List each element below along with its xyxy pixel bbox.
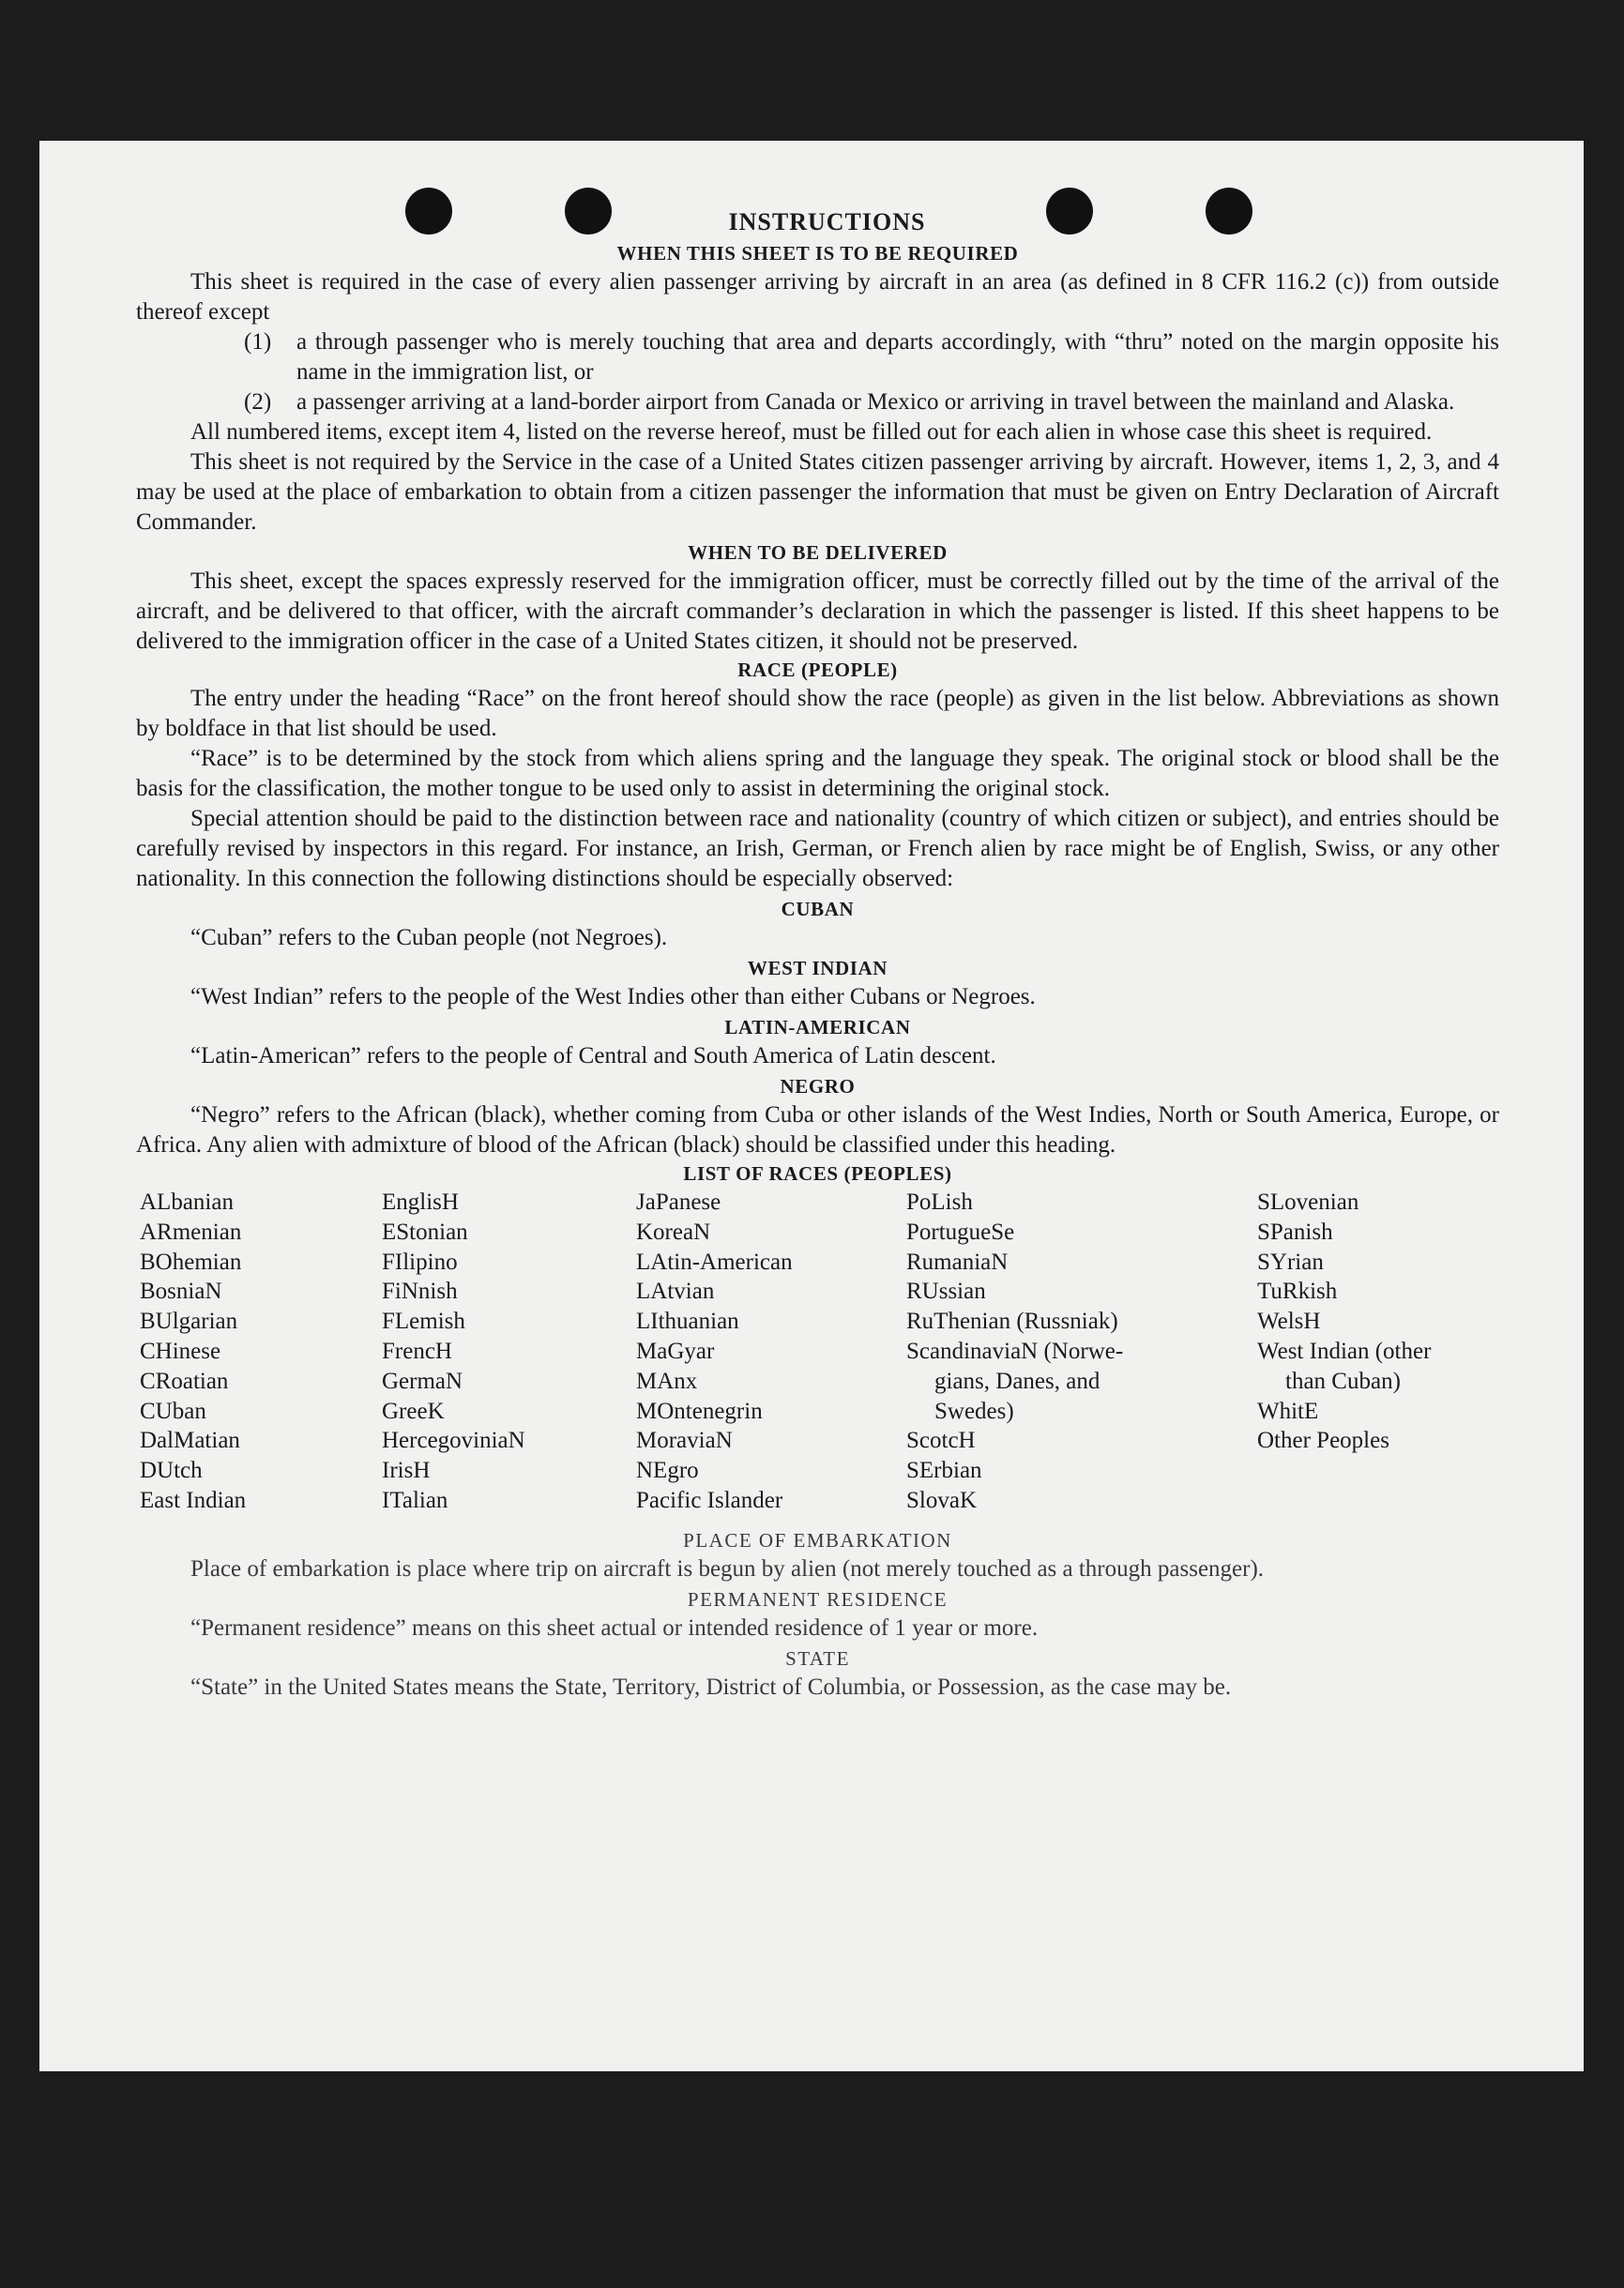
- punch-hole: [1206, 188, 1252, 235]
- race-entry: SPanish: [1257, 1219, 1333, 1245]
- race-paragraph-3: Special attention should be paid to the distinction between race and nationality (country of which citizen or subject), and entries should be carefully revised by inspectors in this regard. For instance, an Irish, German, or French alien by race might be of English, Swiss, or any other nationality. In this connection the following distinctions should be especially observed:: [136, 806, 1499, 891]
- cuban-text: “Cuban” refers to the Cuban people (not Negroes).: [190, 925, 668, 950]
- exception-item: [136, 327, 1499, 387]
- race-entry: RumaniaN: [906, 1249, 1009, 1275]
- race-entry: IrisH: [382, 1458, 431, 1484]
- race-entry: Other Peoples: [1257, 1428, 1389, 1454]
- heading-latin-american: LATIN-AMERICAN: [724, 1016, 911, 1038]
- heading-when-delivered: WHEN TO BE DELIVERED: [688, 541, 948, 564]
- heading-when-required: WHEN THIS SHEET IS TO BE REQUIRED: [616, 242, 1019, 265]
- final-sections: [136, 1529, 1499, 1703]
- race-paragraph-1: The entry under the heading “Race” on the front hereof should show the race (people) as given in the list below. Abbreviations as shown by boldface in that list should be used.: [136, 686, 1499, 741]
- race-entry: LIthuanian: [636, 1309, 739, 1335]
- state-text: “State” in the United States means the State, Territory, District of Columbia, or Possession, as the case may be.: [190, 1674, 1232, 1700]
- race-entry: GermaN: [382, 1368, 463, 1394]
- race-entry: ScotcH: [906, 1428, 976, 1454]
- when-required-intro: This sheet is required in the case of every alien passenger arriving by aircraft in an area (as defined in 8 CFR 116.2 (c)) from outside thereof except: [136, 269, 1499, 325]
- race-entry: SErbian: [906, 1458, 982, 1484]
- when-delivered-text: This sheet, except the spaces expressly reserved for the immigration officer, must be correctly filled out by the time of the arrival of the aircraft, and be delivered to that officer, with the aircraft commander’s declaration in which the passenger is listed. If this sheet happens to be delivered to the immigration officer in the case of a United States citizen, it should not be preserved.: [136, 568, 1499, 654]
- race-entry: EnglisH: [382, 1189, 459, 1215]
- race-entry: PoLish: [906, 1189, 973, 1215]
- exception-number: (2): [244, 389, 272, 415]
- race-entry: LAtvian: [636, 1279, 715, 1305]
- race-entry: MaGyar: [636, 1338, 715, 1364]
- races-list: [140, 1188, 1499, 1516]
- race-entry: ALbanian: [140, 1189, 234, 1215]
- race-paragraph-2: “Race” is to be determined by the stock from which aliens spring and the language they speak. The original stock or blood shall be the basis for the classification, the mother tongue to be used only to assist in determining the original stock.: [136, 746, 1499, 801]
- race-entry: MoraviaN: [636, 1428, 733, 1454]
- heading-permanent-residence: PERMANENT RESIDENCE: [687, 1587, 949, 1611]
- race-entry: Swedes): [934, 1398, 1014, 1424]
- negro-text: “Negro” refers to the African (black), whether coming from Cuba or other islands of the West Indies, North or South America, Europe, or Africa. Any alien with admixture of blood of the African (black) should be classified under this heading.: [136, 1102, 1499, 1158]
- heading-negro: NEGRO: [780, 1075, 856, 1098]
- race-entry: CUban: [140, 1398, 206, 1424]
- latin-american-text: “Latin-American” refers to the people of Central and South America of Latin descent.: [190, 1043, 996, 1068]
- race-entry: WelsH: [1257, 1309, 1321, 1335]
- race-entry: West Indian (other: [1257, 1338, 1432, 1364]
- race-entry: CHinese: [140, 1338, 221, 1364]
- race-entry: CRoatian: [140, 1368, 229, 1394]
- punch-hole: [1046, 188, 1093, 235]
- race-entry: [1257, 1486, 1520, 1516]
- exception-text: a passenger arriving at a land-border airport from Canada or Mexico or arriving in travel between the mainland and Alaska.: [296, 389, 1455, 415]
- race-entry: RuThenian (Russniak): [906, 1309, 1118, 1335]
- race-entry: ScandinaviaN (Norwe-: [906, 1338, 1124, 1364]
- race-entry: HercegoviniaN: [382, 1428, 525, 1454]
- page-title: INSTRUCTIONS: [728, 208, 926, 235]
- race-entry: FIlipino: [382, 1249, 458, 1275]
- race-entry: TuRkish: [1257, 1279, 1338, 1305]
- race-entry: FLemish: [382, 1309, 465, 1335]
- race-entry: Pacific Islander: [636, 1487, 783, 1513]
- race-entry: RUssian: [906, 1279, 986, 1305]
- punch-hole: [405, 188, 452, 235]
- race-entry: LAtin-American: [636, 1249, 793, 1275]
- race-entry: NEgro: [636, 1458, 699, 1484]
- race-entry: SlovaK: [906, 1487, 977, 1513]
- west-indian-text: “West Indian” refers to the people of the West Indies other than either Cubans or Negroes.: [190, 984, 1036, 1009]
- heading-state: STATE: [785, 1646, 850, 1670]
- race-entry: DUtch: [140, 1458, 203, 1484]
- race-entry: than Cuban): [1285, 1368, 1401, 1394]
- race-entry: East Indian: [140, 1487, 247, 1513]
- race-entry: DalMatian: [140, 1428, 240, 1454]
- citizen-paragraph: This sheet is not required by the Service in the case of a United States citizen passenger arriving by aircraft. However, items 1, 2, 3, and 4 may be used at the place of embarkation to obtain from a citizen passenger the information that must be given on Entry Declaration of Aircraft Commander.: [136, 449, 1499, 535]
- race-entry: ITalian: [382, 1487, 448, 1513]
- race-entry: MAnx: [636, 1368, 698, 1394]
- race-entry: JaPanese: [636, 1189, 721, 1215]
- race-entry: EStonian: [382, 1219, 468, 1245]
- race-entry: ARmenian: [140, 1219, 242, 1245]
- race-entry: BUlgarian: [140, 1309, 238, 1335]
- numbered-items-paragraph: All numbered items, except item 4, listed on the reverse hereof, must be filled out for each alien in whose case this sheet is required.: [190, 419, 1433, 445]
- punch-hole: [565, 188, 612, 235]
- race-entry: GreeK: [382, 1398, 445, 1424]
- heading-place-of-embarkation: PLACE OF EMBARKATION: [683, 1528, 952, 1552]
- race-entry: KoreaN: [636, 1219, 711, 1245]
- heading-cuban: CUBAN: [781, 898, 855, 920]
- race-entry: [1257, 1456, 1520, 1486]
- document-page: [39, 141, 1584, 2071]
- exception-item: [136, 387, 1499, 417]
- race-entry: FiNnish: [382, 1279, 458, 1305]
- race-entry: BOhemian: [140, 1249, 242, 1275]
- place-of-embarkation-text: Place of embarkation is place where trip on aircraft is begun by alien (not merely touched as a through passenger).: [190, 1555, 1265, 1582]
- race-entry: PortugueSe: [906, 1219, 1015, 1245]
- race-entry: SYrian: [1257, 1249, 1324, 1275]
- heading-west-indian: WEST INDIAN: [747, 957, 888, 979]
- exception-number: (1): [244, 329, 272, 355]
- race-entry: gians, Danes, and: [934, 1368, 1100, 1394]
- exception-text: a through passenger who is merely touching that area and departs accordingly, with “thru” noted on the margin opposite his name in the immigration list, or: [296, 329, 1499, 385]
- race-entry: FrencH: [382, 1338, 452, 1364]
- race-entry: WhitE: [1257, 1398, 1319, 1424]
- permanent-residence-text: “Permanent residence” means on this sheet actual or intended residence of 1 year or more.: [190, 1614, 1039, 1641]
- race-entry: MOntenegrin: [636, 1398, 763, 1424]
- heading-list-of-races: LIST OF RACES (PEOPLES): [683, 1162, 952, 1185]
- race-entry: SLovenian: [1257, 1189, 1359, 1215]
- race-entry: BosniaN: [140, 1279, 222, 1305]
- heading-race: RACE (PEOPLE): [737, 659, 898, 681]
